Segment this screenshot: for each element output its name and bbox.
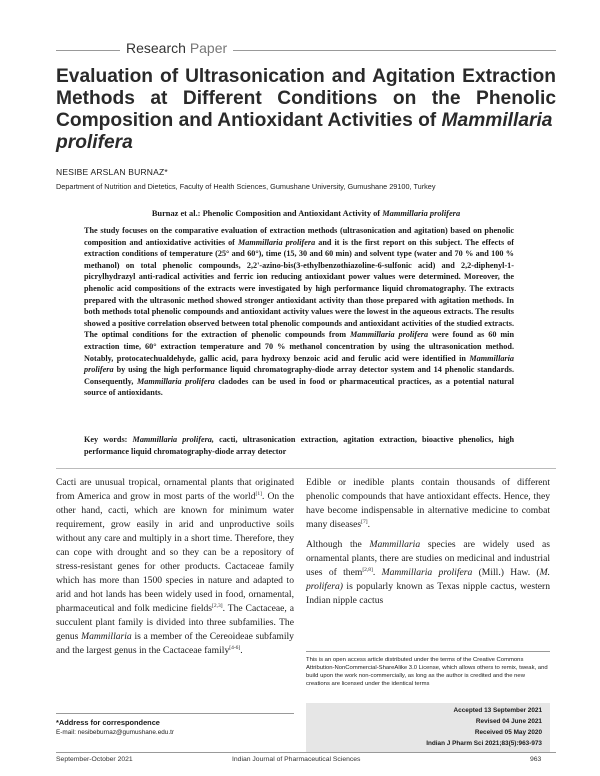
author-affiliation: Department of Nutrition and Dietetics, Faculty of Health Sciences, Gumushane University, Gumushane 29100, Turkey	[56, 182, 436, 191]
correspondence-email[interactable]: E-mail: nesibeburnaz@gumushane.edu.tr	[56, 729, 175, 736]
correspondence-rule	[56, 713, 294, 714]
title-species-genus: Mammillaria	[441, 110, 553, 131]
revised-date: Revised 04 June 2021	[475, 718, 542, 725]
keywords: Key words: Mammillaria prolifera, cacti, ultrasonication extraction, agitation extraction, bioactive phenolics, high performance liquid chromatography-diode array detector	[84, 435, 515, 456]
footer-journal: Indian Journal of Pharmaceutical Sciences	[232, 756, 361, 763]
body-paragraph: Cacti are unusual tropical, ornamental plants that originated from America and grow in most parts of the world[1]. On the other hand, cacti, which are known for minimum water requirement, grow easily in arid and unproductive soils without any care and multiply in a short time. Therefore, they can cope with drought and so they can be a repository of stress-resistant genes for other products. Cactaceae family which has more than 1500 species in nature and adapted to arid and hot lands has been widely used in food, ornamental, pharmaceutical and folk medicine fields[2,3]. The Cactaceae, a succulent plant family is divided into three subfamilies. The genus Mammillaria is a member of the Cereoideae subfamily and the largest genus in the Cactaceae family[4-6].	[56, 477, 294, 656]
license-note: This is an open access article distributed under the terms of the Creative Commons Attribution-NonCommercial-ShareAlike 3.0 License, which allows others to remix, tweak, and build upon the work non-commercially, as long as the author is credited and the new creations are licensed under the identical terms	[306, 657, 548, 688]
body-paragraph: Although the Mammillaria species are widely used as ornamental plants, there are studies on medicinal and industrial uses of them[2,8]. Mammillaria prolifera (Mill.) Haw. (M. prolifera) is popularly known as Texas nipple cactus, western Indian nipple cactus	[306, 539, 551, 606]
abstract-divider	[56, 468, 556, 469]
section-label-light: Paper	[189, 40, 228, 56]
footer-rule	[56, 752, 556, 753]
body-paragraph: Edible or inedible plants contain thousands of different phenolic compounds that have antioxidant effects. Hence, they have become indispensable in alternative medicine to combat many diseases[7].	[306, 477, 550, 530]
footer-date: September-October 2021	[56, 756, 133, 763]
running-head: Burnaz et al.: Phenolic Composition and Antioxidant Activity of Mammillaria prolifera	[151, 209, 461, 218]
received-date: Received 05 May 2020	[474, 729, 542, 736]
page-number: 963	[530, 756, 542, 763]
abstract: The study focuses on the comparative evaluation of extraction methods (ultrasonication and agitation) based on phenolic composition and antioxidative activities of Mammillaria prolifera and it is the first report on this subject. The effects of extraction conditions of temperature (25° and 60°), time (15, 30 and 60 min) and solvent type (water and 70 % and 100 % methanol) on total phenolic compounds, 2,2'-azino-bis(3-ethylbenzothiazoline-6-sulfonic acid) and 2,2-diphenyl-1-picrylhydrazyl anti-radical activities and ferric ion reducing antioxidant power values were determined. Moreover, the phenolic acid compositions of the extracts were investigated by high performance liquid chromatography. The extracts prepared with the ultrasonic method showed stronger antioxidant activity than those prepared with agitation methods. In both methods total phenolic compounds and antioxidant activity values were the lowest in the aqueous extracts. The results showed a positive correlation observed between total phenolic compounds and antioxidant activities of the studied extracts. The optimal conditions for the extraction of phenolic compounds from Mammillaria prolifera were found as 60 min extraction time, 60° extraction temperature and 70 % methanol concentration by using the ultrasonication method. Notably, protocatechualdehyde, gallic acid, para hydroxy benzoic acid and ferulic acid were identified in Mammillaria prolifera by using the high performance liquid chromatography-diode array detector system and 14 phenolic standards. Consequently, Mammillaria prolifera cladodes can be used in food or pharmaceutical practices, as a potential natural source of antioxidants.	[84, 226, 515, 398]
article-dates-box	[306, 703, 550, 753]
body-left-column	[56, 476, 294, 658]
article-title: Evaluation of Ultrasonication and Agitation Extraction Methods at Different Conditions on the Phenolic Composition and Antioxidant Activities of Mammillaria prolifera	[56, 66, 556, 153]
citation: Indian J Pharm Sci 2021;83(5):963-973	[426, 740, 542, 747]
section-label-strong: Research	[126, 40, 186, 56]
license-rule	[306, 651, 550, 652]
section-label	[56, 40, 556, 60]
author-name: NESIBE ARSLAN BURNAZ*	[56, 167, 168, 177]
body-right-column	[306, 476, 550, 608]
correspondence-heading: *Address for correspondence	[56, 718, 160, 727]
accepted-date: Accepted 13 September 2021	[453, 707, 542, 714]
title-species-epithet: prolifera	[56, 132, 133, 153]
